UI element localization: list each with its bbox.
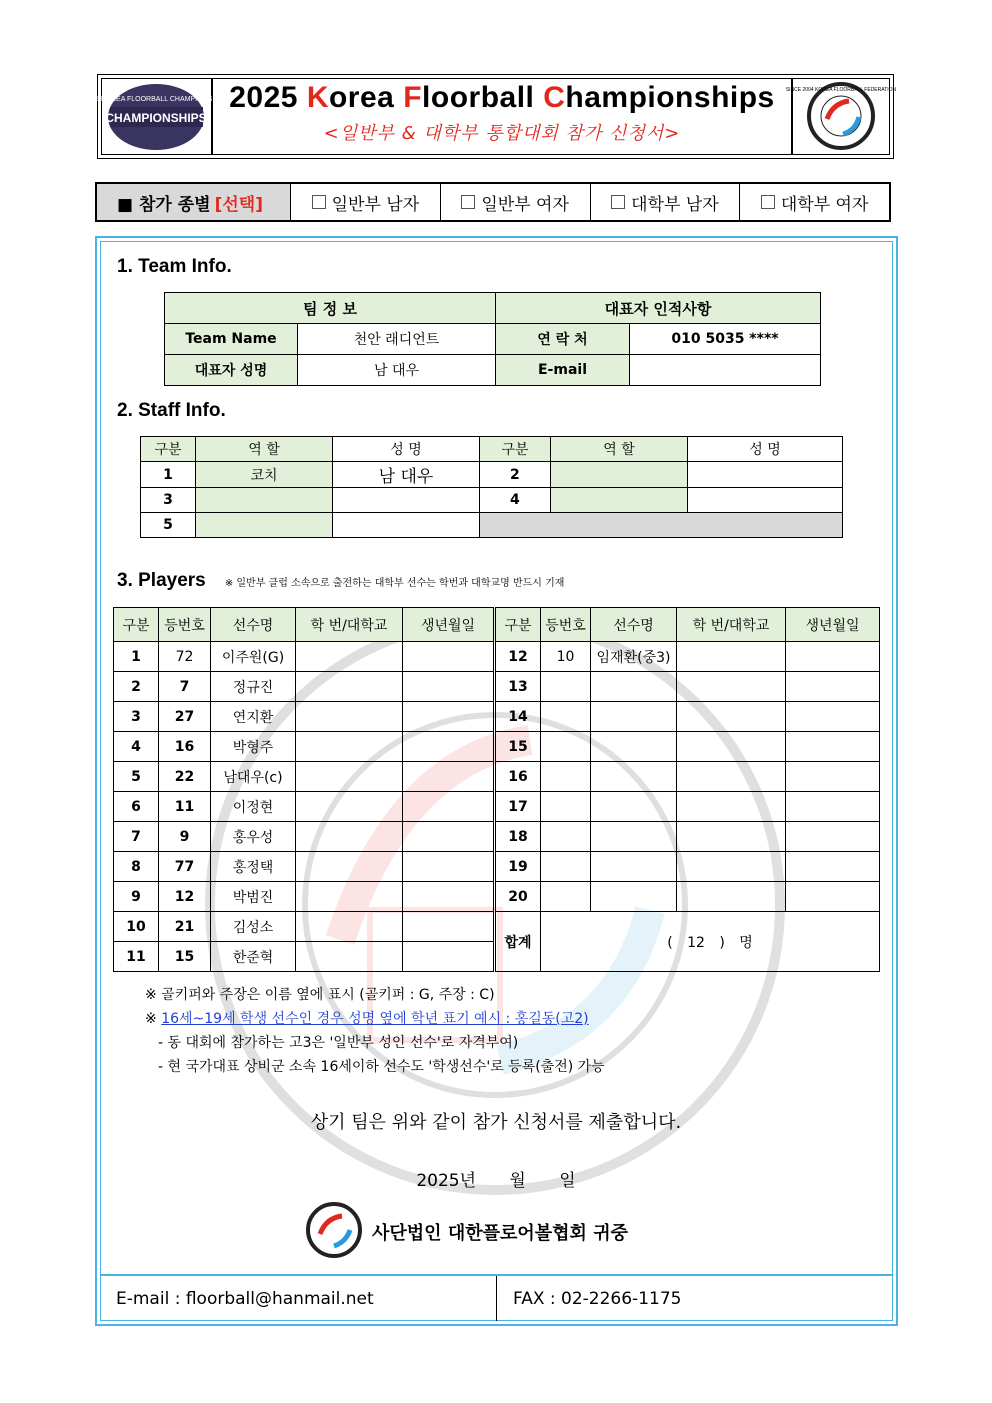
logo-left-text: 2025 KOREA FLOORBALL CHAMPIONSHIPS	[83, 96, 229, 103]
checkbox[interactable]	[611, 195, 625, 209]
contact-field[interactable]: 010 5035 ****	[630, 324, 821, 355]
category-option-general-women[interactable]: 일반부 여자	[441, 184, 591, 220]
team-info-table: 팀 정 보 대표자 인적사항 Team Name 천안 래디언트 연 락 처 010 5035 **** 대표자 성명 남 대우 E-mail	[164, 292, 821, 386]
players-table: 구분 등번호 선수명 학 번/대학교 생년월일 구분 등번호 선수명 학 번/대학교 생년월일 1 72 이주원(G) 12 10 임재환(중3) 2 7 정규진 13 3 27 연지환 14 4 16 박형주 15 5 22 남대우(c) 16 6 11 이정현 17 7 9 홍우성 18 8 77 홍정택 19 9 12 박범진 20 10 21 김성소 합계 ( 12 ) 명 11 15 한준혁	[113, 607, 880, 972]
total-label: 합계	[495, 912, 541, 972]
title-box	[212, 78, 792, 155]
table-row: 11 15 한준혁	[114, 942, 880, 972]
table-row: 10 21 김성소 합계 ( 12 ) 명	[114, 912, 880, 942]
date-line: 2025년 월 일	[416, 1171, 576, 1191]
table-row: 9 12 박범진 20	[114, 882, 880, 912]
table-row: 6 11 이정현 17	[114, 792, 880, 822]
category-row	[95, 182, 891, 222]
email-field[interactable]	[630, 355, 821, 386]
table-row: 8 77 홍정택 19	[114, 852, 880, 882]
svg-text:CHAMPIONSHIPS: CHAMPIONSHIPS	[105, 111, 207, 125]
table-row: 1 72 이주원(G) 12 10 임재환(중3)	[114, 642, 880, 672]
table-row: 2 7 정규진 13	[114, 672, 880, 702]
team-name-field[interactable]: 천안 래디언트	[298, 324, 496, 355]
checkbox[interactable]	[461, 195, 475, 209]
staff-info-table: 구분 역 할 성 명 구분 역 할 성 명 1 코치 남 대우 2 3 4 5	[140, 436, 843, 538]
championship-logo	[83, 78, 229, 155]
checkbox[interactable]	[312, 195, 326, 209]
total-value[interactable]: ( 12 ) 명	[541, 912, 880, 972]
table-row: 5 22 남대우(c) 16	[114, 762, 880, 792]
note-high-school: - 동 대회에 참가하는 고3은 '일반부 성인 선수'로 자격부여)	[158, 1035, 519, 1051]
declaration-text: 상기 팀은 위와 같이 참가 신청서를 제출합니다.	[310, 1112, 682, 1133]
organization-name: 사단법인 대한플로어볼협회 귀중	[372, 1223, 628, 1244]
footer	[100, 1274, 893, 1321]
category-option-university-women[interactable]: 대학부 여자	[740, 184, 889, 220]
table-row: 7 9 홍우성 18	[114, 822, 880, 852]
category-label: ■ 참가 종별 [선택]	[97, 184, 291, 220]
federation-logo	[785, 78, 897, 155]
rep-name-field[interactable]: 남 대우	[298, 355, 496, 386]
note-goalie-captain: ※ 골키퍼와 주장은 이름 옆에 표시 (골키퍼 : G, 주장 : C)	[145, 987, 495, 1003]
category-option-general-men[interactable]: 일반부 남자	[291, 184, 441, 220]
note-national-team: - 현 국가대표 상비군 소속 16세이하 선수도 '학생선수'로 등록(출전) 가능	[158, 1059, 605, 1075]
federation-seal-icon	[306, 1202, 362, 1258]
logo-right-text: SINCE 2004 KOREA FLOORBALL FEDERATION	[785, 87, 897, 93]
page-subtitle: <일반부 & 대학부 통합대회 참가 신청서>	[323, 123, 681, 144]
checkbox[interactable]	[761, 195, 775, 209]
players-title-row: 3. Players ※ 일반부 클럽 소속으로 출전하는 대학부 선수는 학번과 대학교명 반드시 기재	[117, 570, 565, 591]
rep-header: 대표자 인적사항	[496, 293, 821, 324]
category-option-university-men[interactable]: 대학부 남자	[591, 184, 741, 220]
table-row: 4 16 박형주 15	[114, 732, 880, 762]
staff-info-title: 2. Staff Info.	[117, 400, 226, 421]
note-student-grade: ※ 16세~19세 학생 선수인 경우 성명 옆에 학년 표기 예시 : 홍길동(고2)	[145, 1011, 589, 1027]
footer-fax: FAX : 02-2266-1175	[496, 1276, 893, 1321]
table-row: 3 27 연지환 14	[114, 702, 880, 732]
page-title: 2025 Korea Floorball Championships	[229, 81, 775, 114]
footer-email: E-mail : floorball@hanmail.net	[116, 1288, 374, 1309]
team-header: 팀 정 보	[165, 293, 496, 324]
team-info-title: 1. Team Info.	[117, 256, 232, 277]
